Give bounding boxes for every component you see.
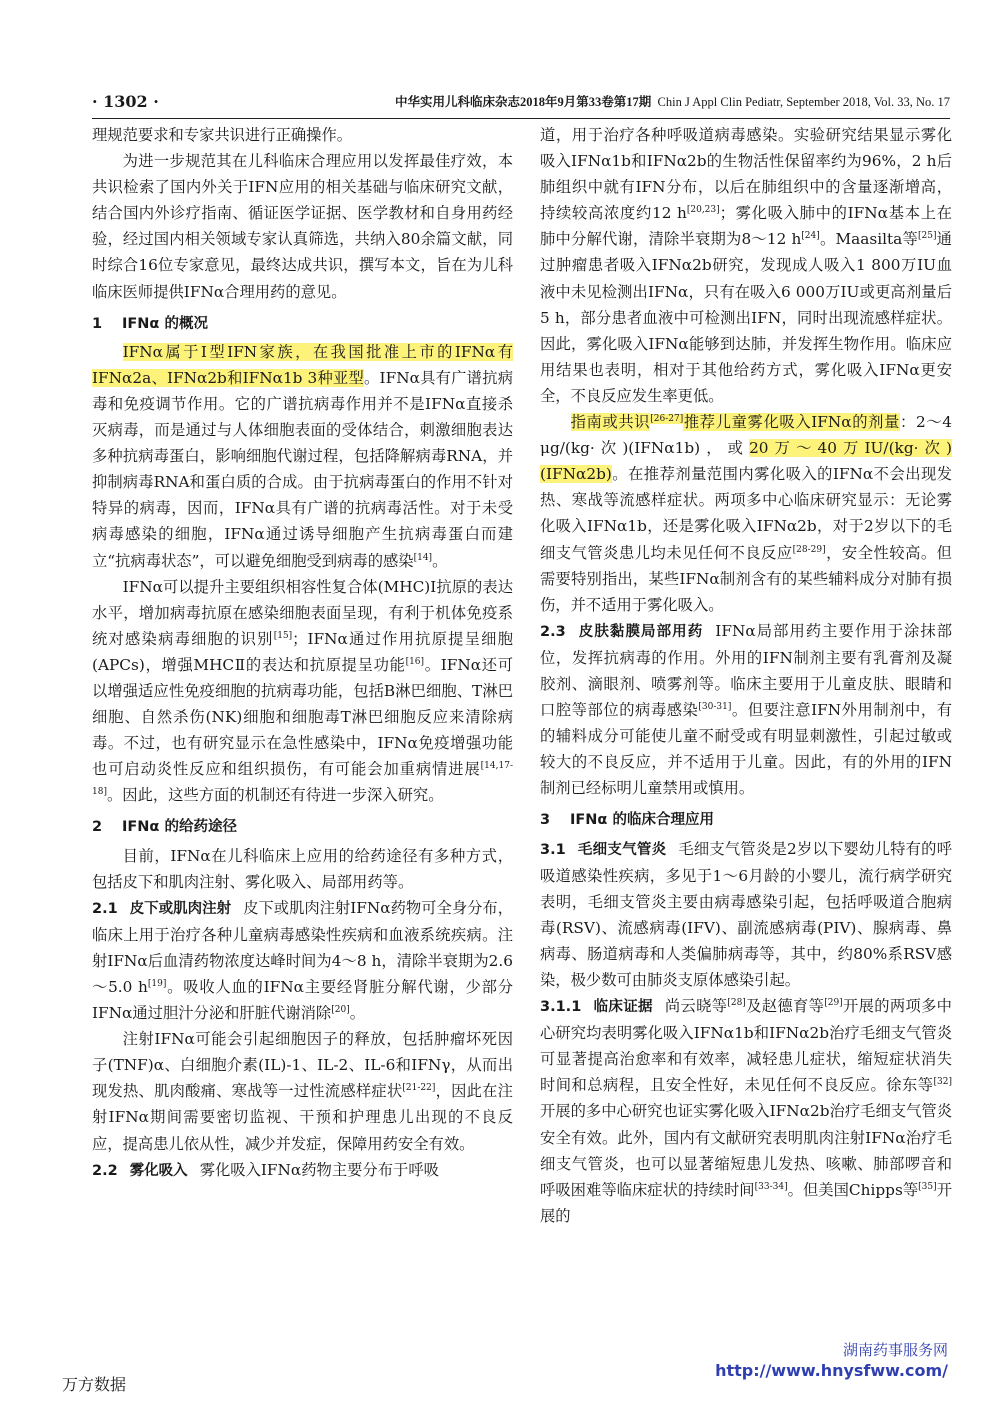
citation: [24]	[801, 231, 820, 242]
citation: [21-22]	[402, 1083, 436, 1094]
journal-title-en: Chin J Appl Clin Pediatr, September 2018, Vol. 33, No. 17	[657, 95, 950, 109]
citation: [14,17-18]	[92, 761, 513, 798]
journal-citation	[395, 92, 950, 110]
section-title: IFNα 的临床合理应用	[570, 812, 714, 829]
citation: [20]	[331, 1005, 350, 1015]
journal-title-cn: 中华实用儿科临床杂志2018年9月第33卷第17期	[395, 95, 652, 109]
citation: [32]	[933, 1077, 952, 1088]
citation: [29]	[824, 998, 843, 1008]
source-footer: 万方数据	[62, 1375, 127, 1394]
paragraph: 2.1 皮下或肌肉注射 皮下或肌肉注射IFNα药物可全身分布，临床上用于治疗各种儿童病毒感染性疾病和血液系统疾病。注射IFNα后血清药物浓度达峰时间为4～8 h，清除半衰期为2.6～5.0 h[19]。吸收人血的IFNα主要经肾脏分解代谢，少部分IFNα通过胆汁分泌和肝脏代谢消除[20]。	[92, 898, 514, 1023]
subsection-heading: 3.1.1 临床证据	[540, 999, 653, 1016]
watermark-site-name: 湖南药事服务网	[842, 1341, 948, 1359]
section-heading	[92, 814, 513, 840]
subsection-heading: 3.1 毛细支气管炎	[540, 841, 667, 858]
citation: [35]	[918, 1181, 937, 1192]
section-heading	[92, 311, 513, 337]
running-header	[92, 88, 950, 119]
section-number: 2	[92, 819, 103, 836]
citation: [20,23]	[686, 205, 720, 216]
paragraph: IFNα可以提升主要组织相容性复合体(MHC)Ⅰ抗原的表达水平，增加病毒抗原在感染细胞表面呈现，有利于机体免疫系统对感染病毒细胞的识别[15]；IFNα通过作用抗原提呈细胞(APCs)，增强MHCⅡ的表达和抗原提呈功能[16]。IFNα还可以增强适应性免疫细胞的抗病毒功能，包括B淋巴细胞、T淋巴细胞、自然杀伤(NK)细胞和细胞毒T淋巴细胞反应来清除病毒。不过，也有研究显示在急性感染中，IFNα免疫增强功能也可启动炎性反应和组织损伤，有可能会加重病情进展[14,17-18]。因此，这些方面的机制还有待进一步深入研究。	[92, 577, 513, 805]
paragraph: 道，用于治疗各种呼吸道病毒感染。实验研究结果显示雾化吸入IFNα1b和IFNα2b的生物活性保留率约为96%，2 h后肺组织中就有IFN分布，以后在肺组织中的含量逐渐增高，持续较高浓度约12 h[20,23]；雾化吸入肺中的IFNα基本上在肺中分解代谢，清除半衰期为8～12 h[24]。Maasilta等[25]通过肿瘤患者吸入IFNα2b研究，发现成人吸入1 800万IU血液中未见检测出IFNα，只有在吸入6 000万IU或更高剂量后5 h，部分患者血液中可检测出IFN，同时出现流感样症状。因此，雾化吸入IFNα能够到达肺，并发挥生物作用。临床应用结果也表明，相对于其他给药方式，雾化吸入IFNα更安全，不良反应发生率更低。	[540, 126, 952, 405]
citation: [25]	[918, 231, 937, 242]
subsection-heading: 2.2 雾化吸入	[92, 1162, 188, 1179]
section-number: 1	[92, 315, 103, 332]
paragraph: 注射IFNα可能会引起细胞因子的释放，包括肿瘤坏死因子(TNF)α、白细胞介素(IL)-1、IL-2、IL-6和IFNγ，从而出现发热、肌肉酸痛、寒战等一过性流感样症状[21-22]，因此在注射IFNα期间需要密切监视、干预和护理患儿出现的不良反应，提高患儿依从性，减少并发症，保障用药安全有效。	[92, 1030, 513, 1153]
section-heading	[540, 807, 952, 833]
paragraph: 3.1 毛细支气管炎 毛细支气管炎是2岁以下婴幼儿特有的呼吸道感染性疾病，多见于1～6月龄的小婴儿，流行病学研究表明，毛细支管炎主要由病毒感染引起，包括呼吸道合胞病毒(RSV)、流感病毒(IFV)、副流感病毒(PIV)、腺病毒、鼻病毒、肠道病毒和人类偏肺病毒等，其中，约80%系RSV感染，极少数可由肺炎支原体感染引起。	[540, 839, 953, 989]
citation: [28]	[727, 998, 746, 1008]
paragraph: 3.1.1 临床证据 尚云晓等[28]及赵德育等[29]开展的两项多中心研究均表明雾化吸入IFNα1b和IFNα2b治疗毛细支气管炎可显著提高治愈率和有效率，减轻患儿症状，缩短症状消失时间和总病程，且安全性好，未见任何不良反应。徐东等[32]开展的多中心研究也证实雾化吸入IFNα2b治疗毛细支气管炎安全有效。此外，国内有文献研究表明肌肉注射IFNα治疗毛细支气管炎，也可以显著缩短患儿发热、咳嗽、肺部啰音和呼吸困难等临床症状的持续时间[33-34]。但美国Chipps等[35]开展的	[540, 997, 952, 1225]
subsection-heading: 2.1 皮下或肌肉注射	[92, 900, 232, 917]
citation: [26-27]	[650, 413, 684, 424]
paragraph: 目前，IFNα在儿科临床上应用的给药途径有多种方式，包括皮下和肌肉注射、雾化吸入、局部用药等。	[92, 846, 513, 891]
citation: [14]	[413, 552, 433, 563]
highlighted-text: 推荐儿童雾化吸入IFNα的剂量	[683, 413, 901, 432]
right-column	[540, 122, 952, 1229]
citation: [28-29]	[792, 544, 826, 555]
highlighted-text: 20万～40万IU/(kg·次)(IFNα2b)	[540, 439, 952, 484]
paragraph: 2.2 雾化吸入 雾化吸入IFNα药物主要分布于呼吸	[92, 1160, 439, 1179]
paragraph: 指南或共识[26-27]推荐儿童雾化吸入IFNα的剂量：2～4 μg/(kg·次)(IFNα1b)，或20万～40万IU/(kg·次)(IFNα2b)。在推荐剂量范围内雾化吸入的IFNα不会出现发热、寒战等流感样症状。两项多中心临床研究显示：无论雾化吸入IFNα1b，还是雾化吸入IFNα2b，对于2岁以下的毛细支气管炎患儿均未见任何不良反应[28-29]，安全性较高。但需要特别指出，某些IFNα制剂含有的某些辅料成分对肺有损伤，并不适用于雾化吸入。	[540, 413, 952, 614]
website-watermark[interactable]	[715, 1340, 948, 1382]
section-title: IFNα 的概况	[122, 315, 208, 332]
citation: [15]	[273, 630, 293, 641]
section-number: 3	[540, 812, 551, 829]
page-number: · 1302 ·	[92, 92, 159, 111]
paragraph: 理规范要求和专家共识进行正确操作。	[92, 126, 353, 144]
highlighted-text: 指南或共识	[570, 413, 651, 432]
citation: [33-34]	[754, 1181, 788, 1192]
paragraph: 2.3 皮肤黏膜局部用药 IFNα局部用药主要作用于涂抹部位，发挥抗病毒的作用。外用的IFN制剂主要有乳膏剂及凝胶剂、滴眼剂、喷雾剂等。临床主要用于儿童皮肤、眼睛和口腔等部位的病毒感染[30-31]。但要注意IFN外用制剂中，有的辅料成分可能使儿童不耐受或有明显刺激性，引起过敏或较大的不良反应，并不适用于儿童。因此，有的外用的IFN制剂已经标明儿童禁用或慎用。	[540, 621, 953, 798]
paragraph: 为进一步规范其在儿科临床合理应用以发挥最佳疗效，本共识检索了国内外关于IFN应用的相关基础与临床研究文献，结合国内外诊疗指南、循证医学证据、医学教材和自身用药经验，经过国内相关领域专家认真筛选，共纳入80余篇文献，同时综合16位专家意见，最终达成共识，撰写本文，旨在为儿科临床医师提供IFNα合理用药的意见。	[92, 152, 513, 301]
highlighted-text: IFNα属于Ⅰ型IFN家族，在我国批准上市的IFNα有IFNα2a、IFNα2b和IFNα1b 3种亚型	[92, 342, 513, 387]
citation: [19]	[147, 978, 167, 989]
watermark-url[interactable]: http://www.hnysfww.com/	[715, 1361, 948, 1380]
left-column	[92, 122, 513, 1184]
section-title: IFNα 的给药途径	[122, 819, 237, 836]
citation: [16]	[405, 656, 425, 667]
citation: [30-31]	[698, 701, 732, 712]
subsection-heading: 2.3 皮肤黏膜局部用药	[540, 623, 704, 640]
paragraph: IFNα属于Ⅰ型IFN家族，在我国批准上市的IFNα有IFNα2a、IFNα2b和IFNα1b 3种亚型。IFNα具有广谱抗病毒和免疫调节作用。它的广谱抗病毒作用并不是IFNα直接杀灭病毒，而是通过与人体细胞表面的受体结合，刺激细胞表达多种抗病毒蛋白，影响细胞代谢过程，包括降解病毒RNA，并抑制病毒RNA和蛋白质的合成。由于抗病毒蛋白的作用不针对特异的病毒，因而，IFNα具有广谱的抗病毒活性。对于未受病毒感染的细胞，IFNα通过诱导细胞产生抗病毒蛋白而建立“抗病毒状态”，可以避免细胞受到病毒的感染[14]。	[92, 342, 514, 570]
